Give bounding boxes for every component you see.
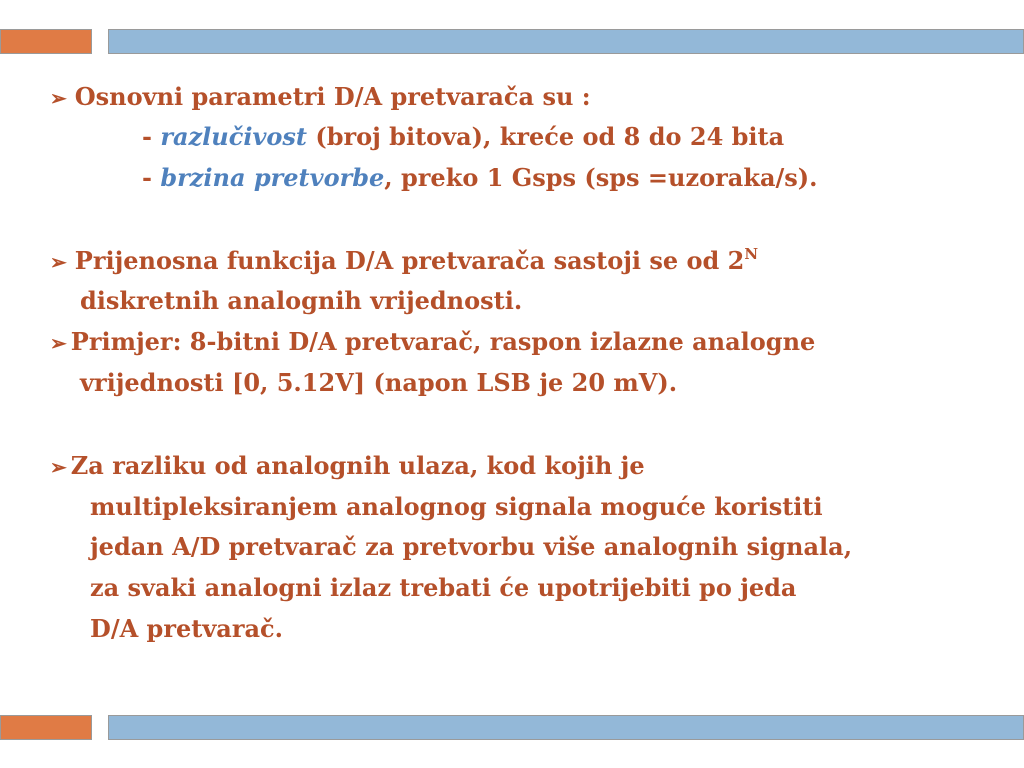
- arrow-bullet-icon: ➢: [50, 455, 67, 479]
- p2-line-1: [50, 241, 758, 282]
- p3-text-1: Primjer: 8-bitni D/A pretvarač, raspon izlazne analogne: [70, 327, 816, 356]
- p2-line-2: [80, 281, 522, 321]
- p1-title: Osnovni parametri D/A pretvarača su :: [74, 82, 591, 111]
- p4-line-1: [50, 446, 645, 487]
- p1-item2-text: , preko 1 Gsps (sps =uzoraka/s).: [384, 163, 818, 192]
- p2-text-1: Prijenosna funkcija D/A pretvarača sastoji se od 2: [74, 246, 745, 275]
- p4-line-2: [90, 487, 823, 527]
- arrow-bullet-icon: ➢: [50, 331, 67, 355]
- p3-text-2: vrijednosti [0, 5.12V] (napon LSB je 20 mV).: [80, 368, 678, 397]
- p4-text-3: jedan A/D pretvarač za pretvorbu više analognih signala,: [90, 532, 853, 561]
- arrow-bullet-icon: ➢: [50, 250, 67, 274]
- p4-text-5: D/A pretvarač.: [90, 614, 283, 643]
- p4-line-5: [90, 609, 283, 649]
- p1-item1-term: razlučivost: [160, 122, 307, 151]
- p2-superscript: N: [744, 245, 759, 263]
- p1-item1-dash: -: [142, 122, 161, 151]
- p1-item2-dash: -: [142, 163, 161, 192]
- p1-item2-term: brzina pretvorbe: [160, 163, 385, 192]
- arrow-bullet-icon: ➢: [50, 86, 67, 110]
- p1-item-2: [142, 158, 817, 198]
- p4-line-3: [90, 527, 852, 567]
- p4-line-4: [90, 568, 796, 608]
- bottom-blue-bar: [108, 715, 1024, 740]
- p2-text-2: diskretnih analognih vrijednosti.: [80, 286, 523, 315]
- p1-item-1: [142, 117, 784, 157]
- p3-line-1: [50, 322, 815, 363]
- p4-text-2: multipleksiranjem analognog signala moguće koristiti: [90, 492, 823, 521]
- p4-text-1: Za razliku od analognih ulaza, kod kojih je: [70, 451, 645, 480]
- p3-line-2: [80, 363, 677, 403]
- bottom-orange-bar: [0, 715, 92, 740]
- p4-text-4: za svaki analogni izlaz trebati će upotrijebiti po jeda: [90, 573, 797, 602]
- p1-item1-text: (broj bitova), kreće od 8 do 24 bita: [307, 122, 785, 151]
- p1-title-line: [50, 77, 591, 118]
